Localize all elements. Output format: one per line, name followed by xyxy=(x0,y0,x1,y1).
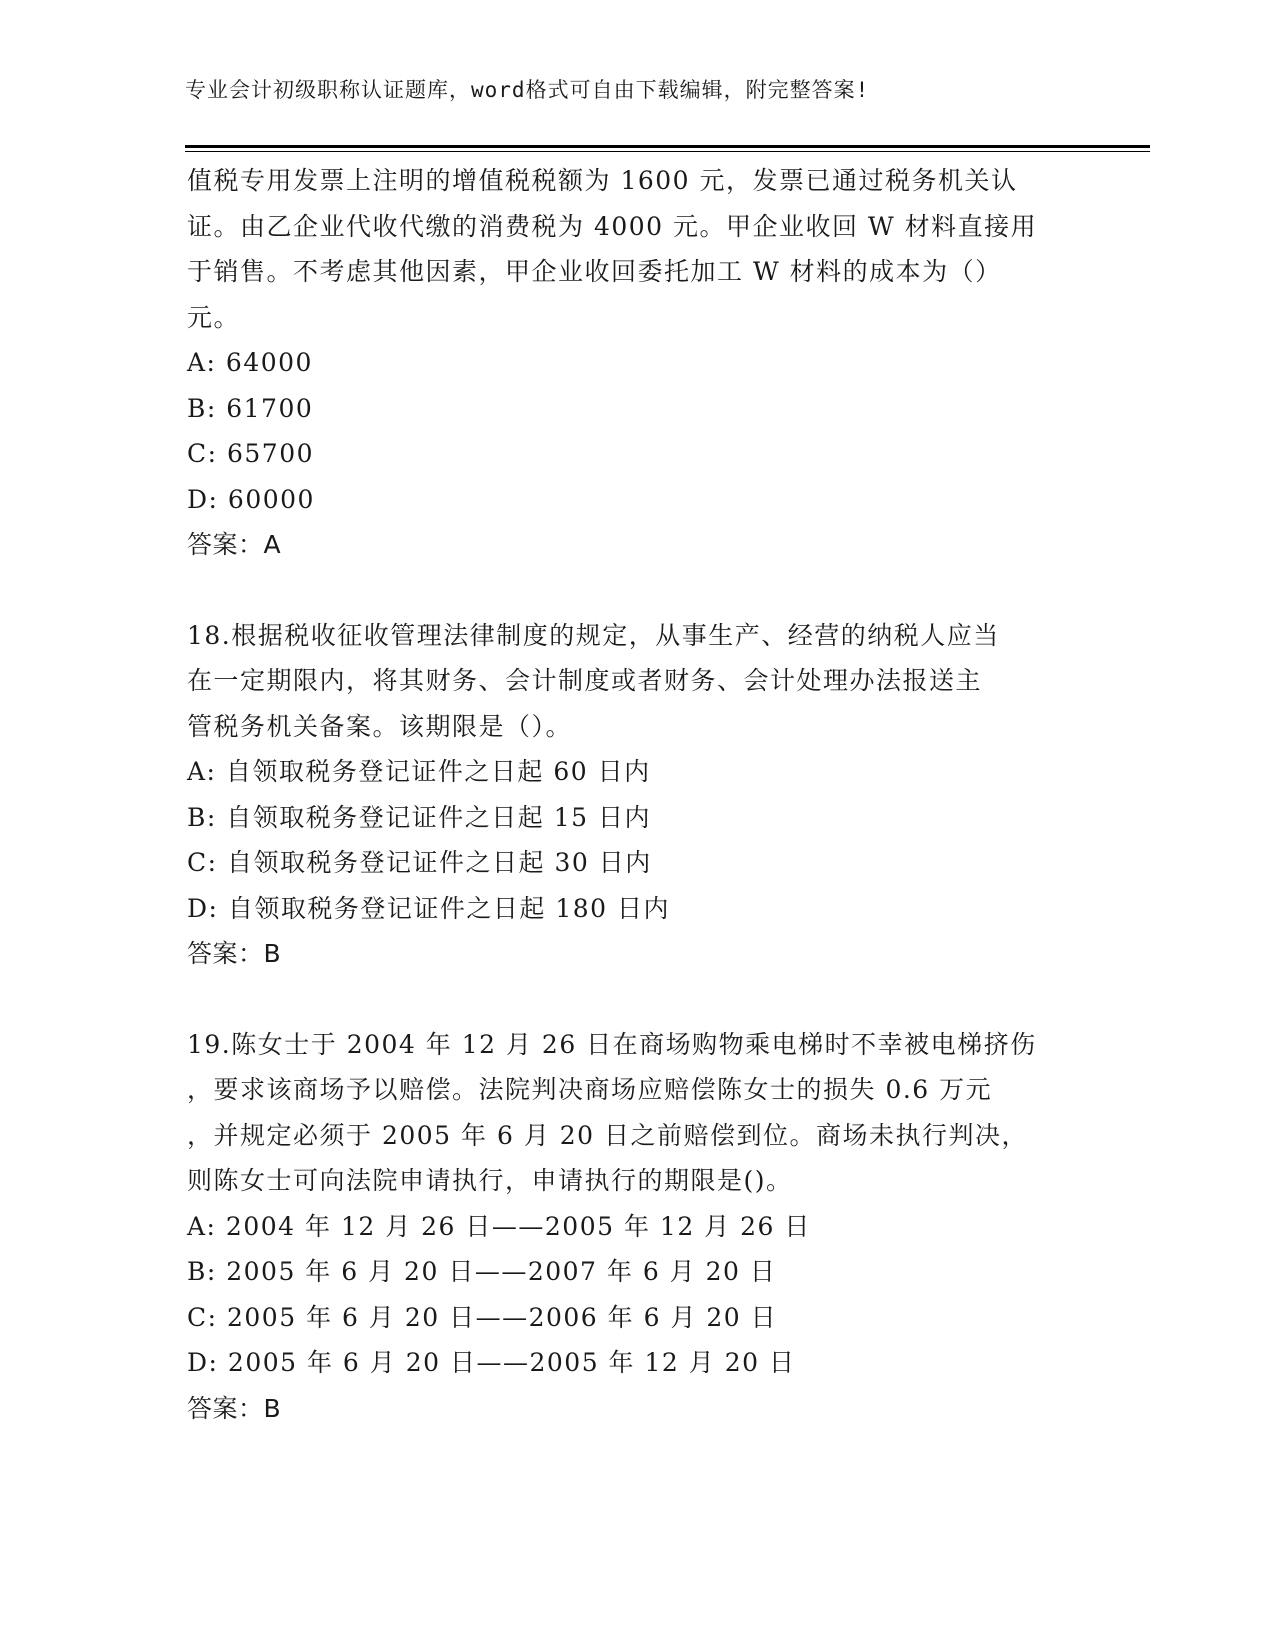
question-stem-line: 值税专用发票上注明的增值税税额为 1600 元，发票已通过税务机关认 xyxy=(187,166,1018,195)
option-a: A: 自领取税务登记证件之日起 60 日内 xyxy=(187,757,651,786)
page-header: 专业会计初级职称认证题库，word格式可自由下载编辑，附完整答案! xyxy=(185,78,870,102)
question-18 xyxy=(187,613,1077,977)
answer-line: 答案：B xyxy=(187,939,282,968)
question-stem-line: 在一定期限内，将其财务、会计制度或者财务、会计处理办法报送主 xyxy=(187,666,983,695)
answer-line: 答案：A xyxy=(187,530,282,559)
question-stem-line: 证。由乙企业代收代缴的消费税为 4000 元。甲企业收回 W 材料直接用 xyxy=(187,211,1038,241)
option-b: B: 61700 xyxy=(187,393,314,423)
question-stem-line: 18.根据税收征收管理法律制度的规定，从事生产、经营的纳税人应当 xyxy=(187,620,1000,650)
option-a: A: 64000 xyxy=(187,348,313,377)
option-b: B: 自领取税务登记证件之日起 15 日内 xyxy=(187,802,651,832)
option-d: D: 自领取税务登记证件之日起 180 日内 xyxy=(187,893,671,923)
question-stem-line: 元。 xyxy=(187,302,241,332)
question-stem-line: ，要求该商场予以赔偿。法院判决商场应赔偿陈女士的损失 0.6 万元 xyxy=(187,1075,993,1104)
option-c: C: 自领取税务登记证件之日起 30 日内 xyxy=(187,848,652,877)
question-stem-line: 19.陈女士于 2004 年 12 月 26 日在商场购物乘电梯时不幸被电梯挤伤 xyxy=(187,1029,1037,1059)
question-stem-line: 则陈女士可向法院申请执行，申请执行的期限是()。 xyxy=(187,1166,793,1195)
option-c: C: 65700 xyxy=(187,439,315,468)
question-stem-line: 于销售。不考虑其他因素，甲企业收回委托加工 W 材料的成本为（） xyxy=(187,257,1002,286)
question-19 xyxy=(187,1022,1077,1432)
question-stem-line: ，并规定必须于 2005 年 6 月 20 日之前赔偿到位。商场未执行判决， xyxy=(187,1120,1029,1150)
header-rule-thin xyxy=(185,151,1150,152)
option-b: B: 2005 年 6 月 20 日——2007 年 6 月 20 日 xyxy=(187,1257,777,1286)
question-gap xyxy=(187,568,1077,613)
question-stem-line: 管税务机关备案。该期限是（）。 xyxy=(187,711,573,741)
option-d: D: 2005 年 6 月 20 日——2005 年 12 月 20 日 xyxy=(187,1348,796,1377)
option-a: A: 2004 年 12 月 26 日——2005 年 12 月 26 日 xyxy=(187,1211,811,1241)
header-rule-thick xyxy=(185,145,1150,148)
question-list xyxy=(187,158,1077,1431)
question-17 xyxy=(187,158,1077,568)
answer-line: 答案：B xyxy=(187,1393,282,1423)
option-d: D: 60000 xyxy=(187,484,315,514)
option-c: C: 2005 年 6 月 20 日——2006 年 6 月 20 日 xyxy=(187,1302,778,1332)
question-gap xyxy=(187,977,1077,1022)
